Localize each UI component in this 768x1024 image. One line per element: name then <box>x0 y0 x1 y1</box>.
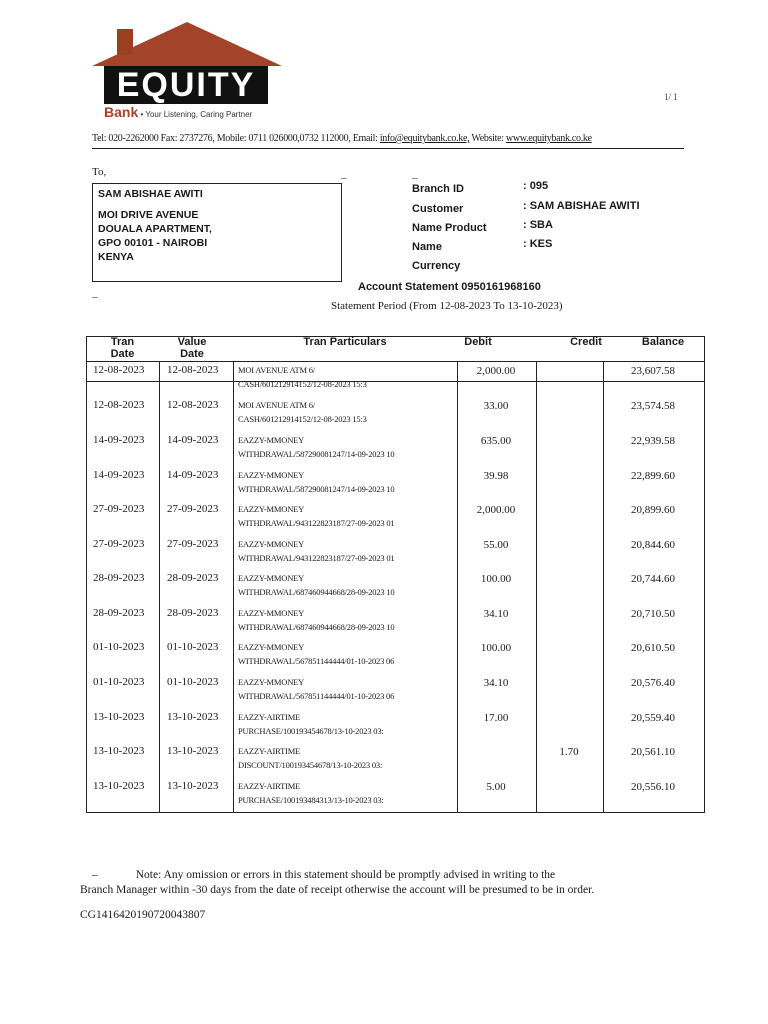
debit-cell: 33.00 <box>483 400 509 412</box>
value-date-cell: 14-09-2023 <box>167 469 219 481</box>
debit-cell: 39.98 <box>483 470 509 482</box>
header-credit[interactable]: Credit <box>570 336 602 348</box>
branch-id-value: : 095 <box>523 180 549 192</box>
particulars-line-1: EAZZY-MMONEY <box>238 470 305 480</box>
bank-logo-wordmark: EQUITY <box>104 66 268 104</box>
particulars-line-2: DISCOUNT/100193454678/13-10-2023 03: <box>238 760 383 770</box>
column-divider <box>536 361 537 813</box>
first-row-divider <box>86 381 705 382</box>
particulars-line-2: WITHDRAWAL/587290081247/14-09-2023 10 <box>238 449 395 459</box>
account-statement-title: Account Statement 0950161968160 <box>358 281 541 293</box>
particulars-line-2: PURCHASE/100193454678/13-10-2023 03: <box>238 726 384 736</box>
particulars-line-1: EAZZY-MMONEY <box>238 504 305 514</box>
balance-cell: 20,710.50 <box>631 608 675 620</box>
debit-cell: 2,000.00 <box>476 504 516 516</box>
name-value: : KES <box>523 238 553 250</box>
balance-cell: 22,939.58 <box>631 435 675 447</box>
value-date-cell: 12-08-2023 <box>167 364 219 376</box>
tran-date-cell: 12-08-2023 <box>93 399 145 411</box>
tran-date-cell: 28-09-2023 <box>93 607 145 619</box>
particulars-line-1: EAZZY-MMONEY <box>238 642 305 652</box>
balance-cell: 20,899.60 <box>631 504 675 516</box>
value-date-cell: 01-10-2023 <box>167 676 219 688</box>
debit-cell: 100.00 <box>480 573 512 585</box>
tran-date-cell: 28-09-2023 <box>93 572 145 584</box>
currency-label: Currency <box>412 260 461 272</box>
tran-date-cell: 01-10-2023 <box>93 641 145 653</box>
customer-label: Customer <box>412 203 464 215</box>
debit-cell: 34.10 <box>483 677 509 689</box>
value-date-cell: 01-10-2023 <box>167 641 219 653</box>
particulars-line-1: EAZZY-AIRTIME <box>238 781 301 791</box>
particulars-line-1: EAZZY-AIRTIME <box>238 746 301 756</box>
table-header-divider <box>86 361 705 362</box>
value-date-cell: 13-10-2023 <box>167 780 219 792</box>
balance-cell: 20,844.60 <box>631 539 675 551</box>
name-product-label: Name Product <box>412 222 487 234</box>
debit-cell: 100.00 <box>480 642 512 654</box>
balance-cell: 20,556.10 <box>631 781 675 793</box>
particulars-line-1: EAZZY-MMONEY <box>238 608 305 618</box>
dash-mark: _ <box>412 168 418 180</box>
address-box <box>92 183 342 282</box>
customer-value: : SAM ABISHAE AWITI <box>523 200 640 212</box>
contact-website-label: Website: <box>469 133 506 144</box>
value-date-cell: 12-08-2023 <box>167 399 219 411</box>
value-date-cell: 13-10-2023 <box>167 711 219 723</box>
particulars-line-2: WITHDRAWAL/687460944668/28-09-2023 10 <box>238 622 395 632</box>
tran-date-cell: 14-09-2023 <box>93 469 145 481</box>
tran-date-cell: 27-09-2023 <box>93 538 145 550</box>
name-label: Name <box>412 241 442 253</box>
particulars-line-1: MOI AVENUE ATM 6/ <box>238 365 315 375</box>
balance-cell: 20,610.50 <box>631 642 675 654</box>
particulars-line-2: CASH/601212914152/12-08-2023 15:3 <box>238 379 367 389</box>
column-divider <box>233 361 234 813</box>
bank-label: Bank <box>104 104 139 120</box>
contact-website-link[interactable]: www.equitybank.co.ke <box>505 133 592 144</box>
value-date-cell: 13-10-2023 <box>167 745 219 757</box>
address-line: GPO 00101 - NAIROBI <box>98 237 208 249</box>
value-date-cell: 27-09-2023 <box>167 503 219 515</box>
value-date-cell: 27-09-2023 <box>167 538 219 550</box>
balance-cell: 20,559.40 <box>631 712 675 724</box>
particulars-line-2: WITHDRAWAL/943122823187/27-09-2023 01 <box>238 553 395 563</box>
particulars-line-1: EAZZY-MMONEY <box>238 539 305 549</box>
page-number: 1/ 1 <box>664 92 678 102</box>
particulars-line-2: WITHDRAWAL/687460944668/28-09-2023 10 <box>238 587 395 597</box>
tran-date-cell: 14-09-2023 <box>93 434 145 446</box>
tran-date-cell: 01-10-2023 <box>93 676 145 688</box>
balance-cell: 20,561.10 <box>631 746 675 758</box>
particulars-line-1: EAZZY-MMONEY <box>238 677 305 687</box>
value-date-cell: 28-09-2023 <box>167 572 219 584</box>
address-line: KENYA <box>98 251 134 263</box>
debit-cell: 55.00 <box>483 539 509 551</box>
dash-mark: _ <box>92 287 98 299</box>
header-particulars[interactable]: Tran Particulars <box>303 336 387 348</box>
name-product-value: : SBA <box>523 219 553 231</box>
address-line: MOI DRIVE AVENUE <box>98 209 199 221</box>
particulars-line-1: EAZZY-MMONEY <box>238 435 305 445</box>
bank-tagline <box>104 104 252 120</box>
to-label: To, <box>92 166 107 178</box>
particulars-line-1: EAZZY-MMONEY <box>238 573 305 583</box>
contact-email-link[interactable]: info@equitybank.co.ke, <box>379 133 470 144</box>
header-debit[interactable]: Debit <box>464 336 492 348</box>
particulars-line-2: WITHDRAWAL/567851144444/01-10-2023 06 <box>238 691 395 701</box>
contact-line <box>92 133 592 144</box>
particulars-line-2: PURCHASE/100193484313/13-10-2023 03: <box>238 795 384 805</box>
tran-date-cell: 13-10-2023 <box>93 711 145 723</box>
particulars-line-1: EAZZY-AIRTIME <box>238 712 301 722</box>
note-line-2: Branch Manager within -30 days from the date of receipt otherwise the account will be presumed to be in order. <box>80 884 595 896</box>
address-line: DOUALA APARTMENT, <box>98 223 212 235</box>
particulars-line-2: WITHDRAWAL/567851144444/01-10-2023 06 <box>238 656 395 666</box>
recipient-name: SAM ABISHAE AWITI <box>98 188 203 200</box>
value-date-cell: 14-09-2023 <box>167 434 219 446</box>
particulars-line-2: WITHDRAWAL/587290081247/14-09-2023 10 <box>238 484 395 494</box>
tran-date-cell: 27-09-2023 <box>93 503 145 515</box>
particulars-line-1: MOI AVENUE ATM 6/ <box>238 400 315 410</box>
statement-period: Statement Period (From 12-08-2023 To 13-10-2023) <box>331 300 563 312</box>
logo-chimney <box>117 29 133 55</box>
particulars-line-2: CASH/601212914152/12-08-2023 15:3 <box>238 414 367 424</box>
balance-cell: 23,607.58 <box>631 365 675 377</box>
debit-cell: 635.00 <box>480 435 512 447</box>
debit-cell: 5.00 <box>486 781 506 793</box>
tran-date-cell: 12-08-2023 <box>93 364 145 376</box>
balance-cell: 20,744.60 <box>631 573 675 585</box>
balance-cell: 23,574.58 <box>631 400 675 412</box>
header-balance[interactable]: Balance <box>641 336 685 348</box>
tagline-text: • Your Listening, Caring Partner <box>140 110 253 119</box>
debit-cell: 34.10 <box>483 608 509 620</box>
balance-cell: 22,899.60 <box>631 470 675 482</box>
document-code: CG1416420190720043807 <box>80 909 206 921</box>
branch-id-label: Branch ID <box>412 183 464 195</box>
column-divider <box>159 361 160 813</box>
header-value-date[interactable]: Value Date <box>177 336 207 360</box>
contact-phone-text: Tel: 020-2262000 Fax: 2737276, Mobile: 0711 026000,0732 112000, Email: <box>92 133 380 144</box>
credit-cell: 1.70 <box>559 746 579 758</box>
header-tran-date[interactable]: Tran Date <box>110 336 135 360</box>
particulars-line-2: WITHDRAWAL/943122823187/27-09-2023 01 <box>238 518 395 528</box>
tran-date-cell: 13-10-2023 <box>93 745 145 757</box>
column-divider <box>457 361 458 813</box>
dash-mark: _ <box>341 168 347 180</box>
balance-cell: 20,576.40 <box>631 677 675 689</box>
debit-cell: 2,000.00 <box>476 365 516 377</box>
debit-cell: 17.00 <box>483 712 509 724</box>
note-line-1: – Note: Any omission or errors in this statement should be promptly advised in writing to the <box>92 869 556 881</box>
value-date-cell: 28-09-2023 <box>167 607 219 619</box>
header-divider <box>92 148 684 149</box>
tran-date-cell: 13-10-2023 <box>93 780 145 792</box>
